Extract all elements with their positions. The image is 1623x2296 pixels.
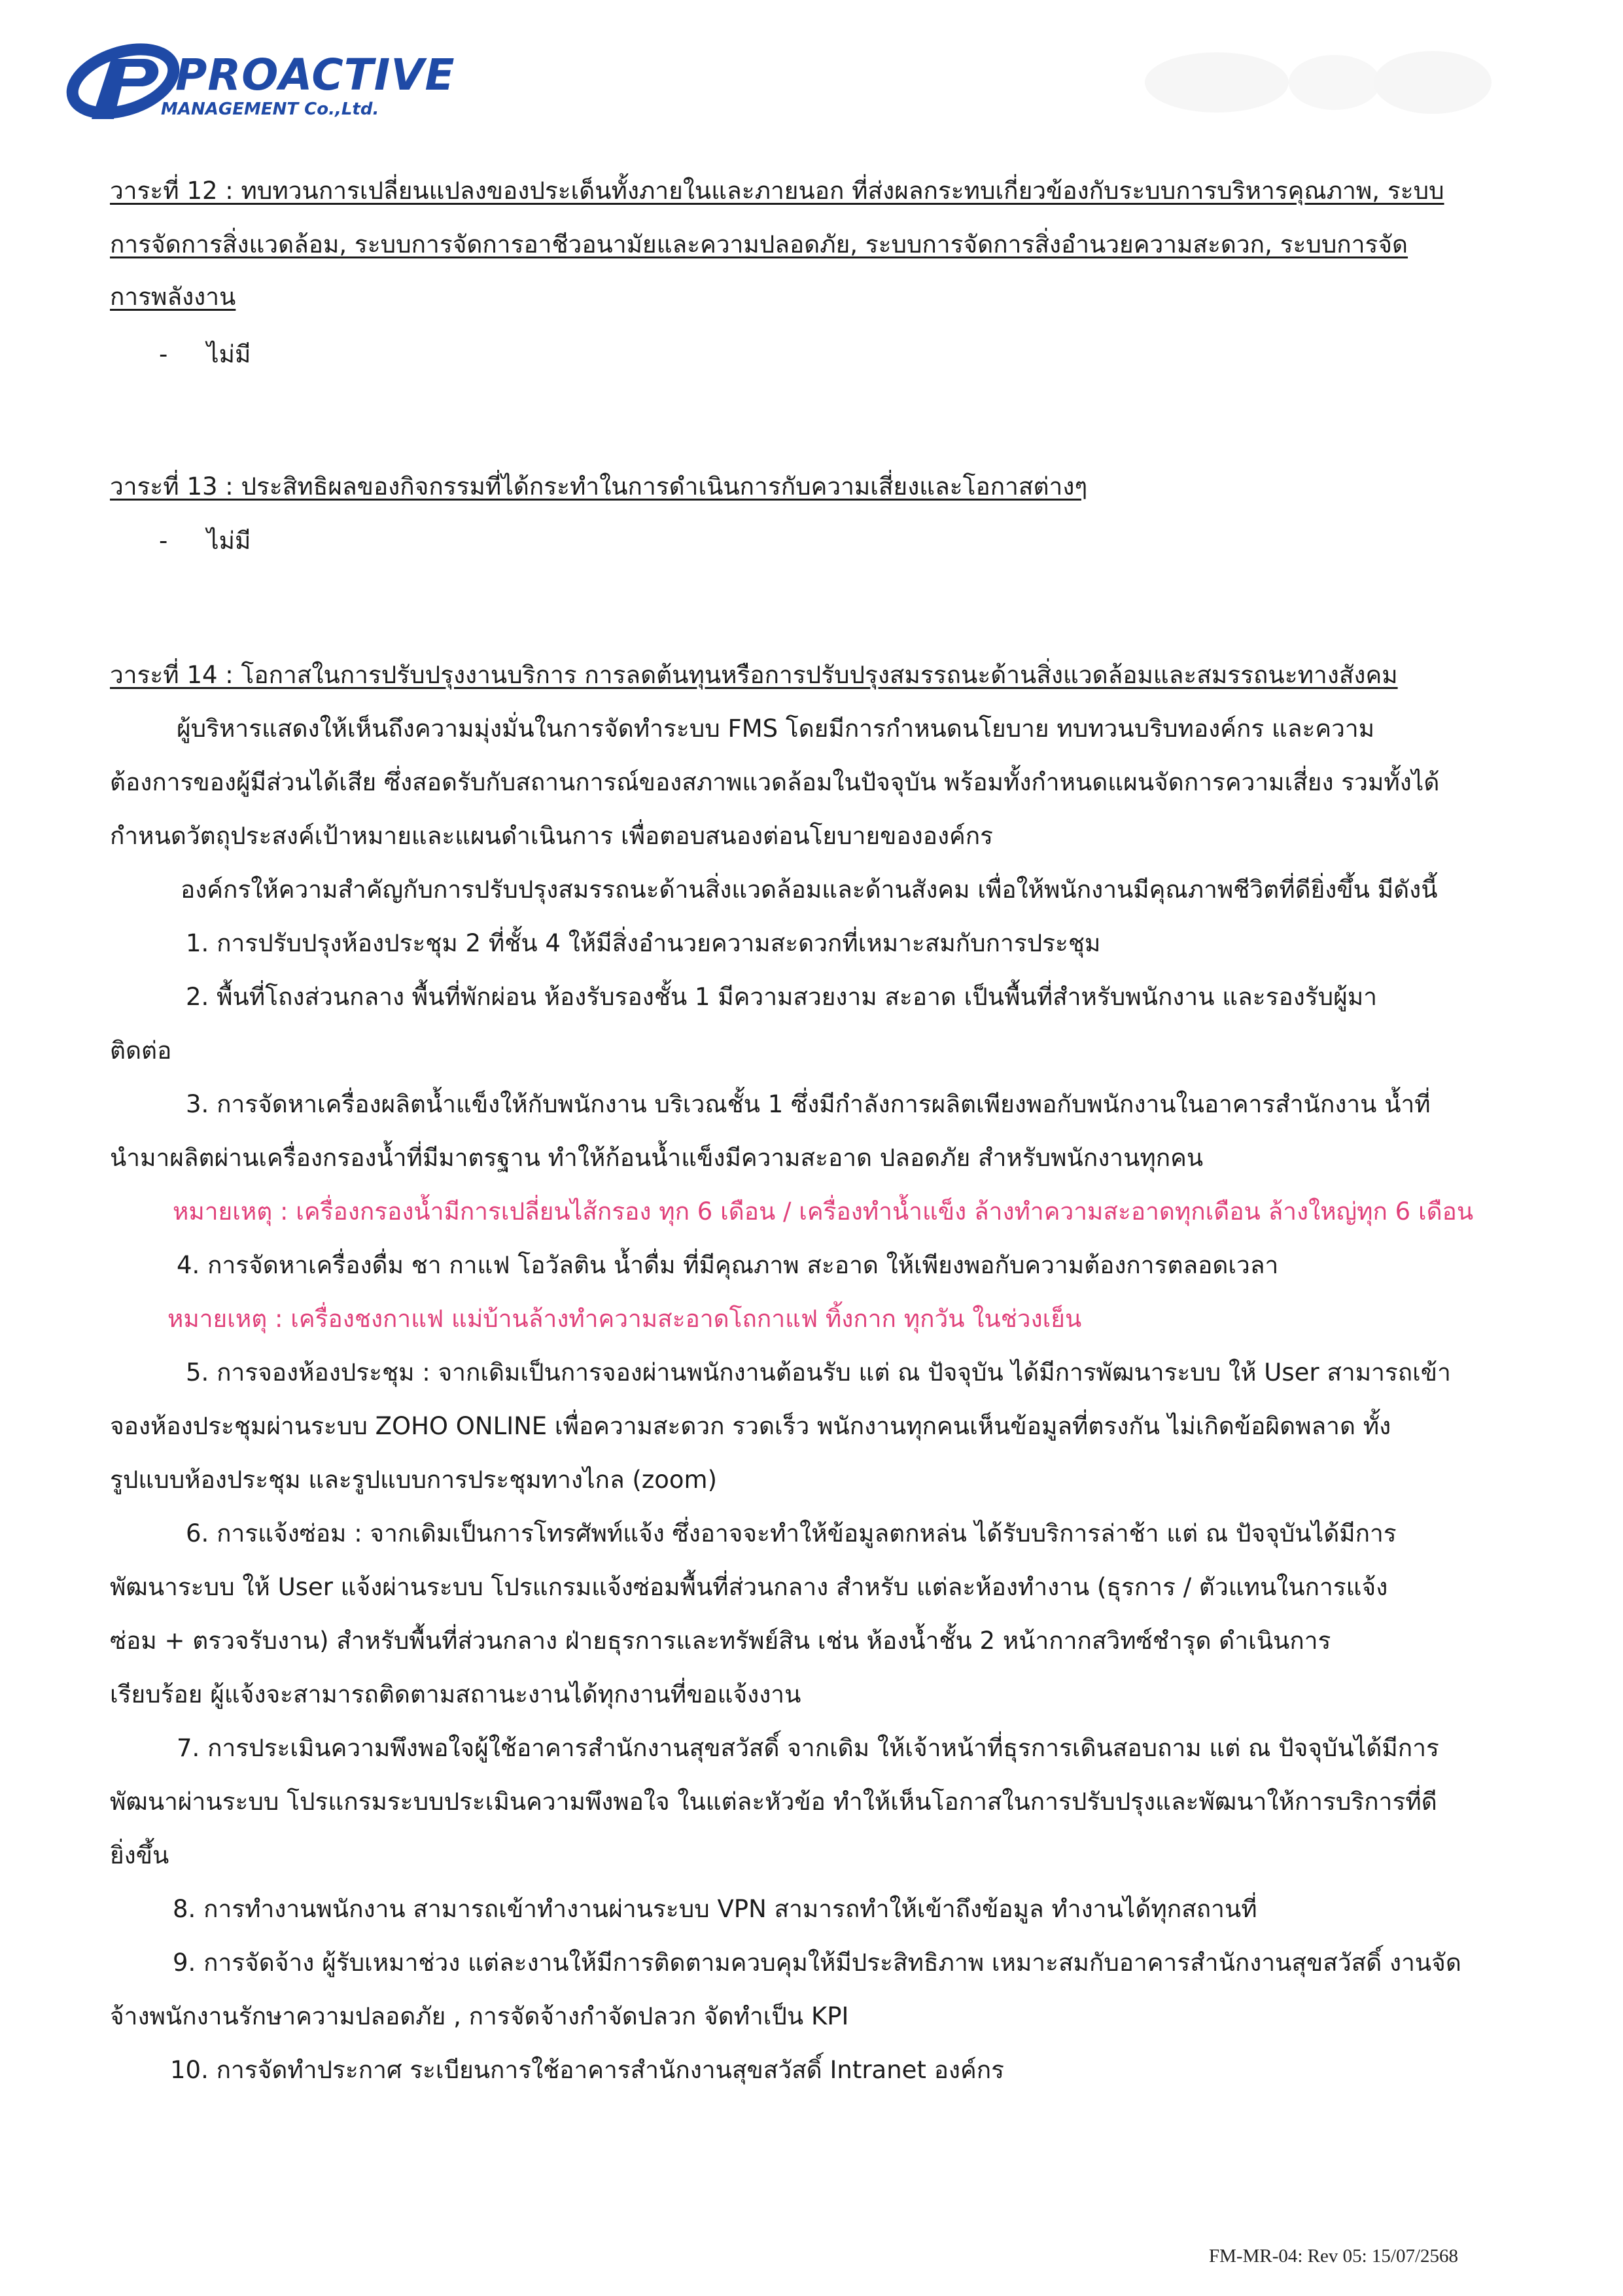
agenda-12-heading: วาระที่ 12 : ทบทวนการเปลี่ยนแปลงของประเด็นทั้งภายในและภายนอก ที่ส่งผลกระทบเกี่ยวข้องกับระบบการบริหารคุณภาพ, ระบบ	[110, 177, 1444, 205]
list-item-3: นำมาผลิตผ่านเครื่องกรองน้ำที่มีมาตรฐาน ทำให้ก้อนน้ำแข็งมีความสะอาด ปลอดภัย สำหรับพนักงานทุกคน	[110, 1144, 1204, 1172]
list-item-8: 8. การทำงานพนักงาน สามารถเข้าทำงานผ่านระบบ VPN สามารถทำให้เข้าถึงข้อมูล ทำงานได้ทุกสถานที่	[173, 1895, 1257, 1923]
company-logo	[65, 33, 455, 131]
note-item-3: หมายเหตุ : เครื่องกรองน้ำมีการเปลี่ยนไส้กรอง ทุก 6 เดือน / เครื่องทำน้ำแข็ง ล้างทำความสะอาดทุกเดือน ล้างใหญ่ทุก 6 เดือน	[173, 1197, 1474, 1226]
agenda-14-heading: วาระที่ 14 : โอกาสในการปรับปรุงงานบริการ การลดต้นทุนหรือการปรับปรุงสมรรถนะด้านสิ่งแวดล้อมและสมรรถนะทางสังคม	[110, 661, 1398, 689]
list-item-3: 3. การจัดหาเครื่องผลิตน้ำแข็งให้กับพนักงาน บริเวณชั้น 1 ซึ่งมีกำลังการผลิตเพียงพอกับพนักงานในอาคารสำนักงาน น้ำที่	[186, 1090, 1431, 1118]
paragraph-line: กำหนดวัตถุประสงค์เป้าหมายและแผนดำเนินการ เพื่อตอบสนองต่อนโยบายขององค์กร	[110, 822, 994, 850]
list-item-6: พัฒนาระบบ ให้ User แจ้งผ่านระบบ โปรแกรมแจ้งซ่อมพื้นที่ส่วนกลาง สำหรับ แต่ละห้องทำงาน (ธุรการ / ตัวแทนในการแจ้ง	[110, 1573, 1388, 1601]
paragraph-line: ต้องการของผู้มีส่วนได้เสีย ซึ่งสอดรับกับสถานการณ์ของสภาพแวดล้อมในปัจจุบัน พร้อมทั้งกำหนดแผนจัดการความเสี่ยง รวมทั้งได้	[110, 768, 1440, 796]
list-item-6: ซ่อม + ตรวจรับงาน) สำหรับพื้นที่ส่วนกลาง ฝ่ายธุรการและทรัพย์สิน เช่น ห้องน้ำชั้น 2 หน้ากากสวิทซ์ชำรุด ดำเนินการ	[110, 1627, 1331, 1655]
faint-watermark	[1138, 39, 1505, 124]
agenda-12-body: ไม่มี	[207, 340, 251, 368]
agenda-13-body: ไม่มี	[207, 527, 251, 555]
list-item-10: 10. การจัดทำประกาศ ระเบียนการใช้อาคารสำนักงานสุขสวัสดิ์ Intranet องค์กร	[170, 2056, 1005, 2084]
bullet-dash: -	[159, 527, 168, 555]
form-code-footer: FM-MR-04: Rev 05: 15/07/2568	[1209, 2246, 1459, 2267]
note-item-4: หมายเหตุ : เครื่องชงกาแฟ แม่บ้านล้างทำความสะอาดโถกาแฟ ทิ้งกาก ทุกวัน ในช่วงเย็น	[167, 1305, 1082, 1333]
list-item-6: 6. การแจ้งซ่อม : จากเดิมเป็นการโทรศัพท์แจ้ง ซึ่งอาจจะทำให้ข้อมูลตกหล่น ได้รับบริการล่าช้า แต่ ณ ปัจจุบันได้มีการ	[186, 1519, 1397, 1547]
list-item-9: จ้างพนักงานรักษาความปลอดภัย , การจัดจ้างกำจัดปลวก จัดทำเป็น KPI	[110, 2002, 849, 2030]
agenda-13-heading: วาระที่ 13 : ประสิทธิผลของกิจกรรมที่ได้กระทำในการดำเนินการกับความเสี่ยงและโอกาสต่างๆ	[110, 472, 1088, 501]
logo-subtext: MANAGEMENT Co.,Ltd.	[161, 99, 379, 119]
list-item-5: รูปแบบห้องประชุม และรูปแบบการประชุมทางไกล (zoom)	[110, 1466, 717, 1494]
logo-text: PROACTIVE	[175, 50, 455, 100]
list-item-4: 4. การจัดหาเครื่องดื่ม ชา กาแฟ โอวัลติน น้ำดื่ม ที่มีคุณภาพ สะอาด ให้เพียงพอกับความต้องการตลอดเวลา	[177, 1251, 1279, 1279]
list-item-2: ติดต่อ	[110, 1036, 172, 1065]
list-item-2: 2. พื้นที่โถงส่วนกลาง พื้นที่พักผ่อน ห้องรับรองชั้น 1 มีความสวยงาม สะอาด เป็นพื้นที่สำหรับพนักงาน และรองรับผู้มา	[186, 983, 1378, 1011]
list-item-7: ยิ่งขึ้น	[110, 1841, 169, 1869]
list-item-9: 9. การจัดจ้าง ผู้รับเหมาช่วง แต่ละงานให้มีการติดตามควบคุมให้มีประสิทธิภาพ เหมาะสมกับอาคารสำนักงานสุขสวัสดิ์ งานจัด	[173, 1949, 1461, 1977]
list-item-1: 1. การปรับปรุงห้องประชุม 2 ที่ชั้น 4 ให้มีสิ่งอำนวยความสะดวกที่เหมาะสมกับการประชุม	[186, 929, 1101, 957]
list-item-6: เรียบร้อย ผู้แจ้งจะสามารถติดตามสถานะงานได้ทุกงานที่ขอแจ้งงาน	[110, 1680, 801, 1708]
agenda-12-heading: การจัดการสิ่งแวดล้อม, ระบบการจัดการอาชีวอนามัยและความปลอดภัย, ระบบการจัดการสิ่งอำนวยความสะดวก, ระบบการจัด	[110, 230, 1408, 258]
agenda-12-heading: การพลังงาน	[110, 283, 236, 311]
paragraph-line: ผู้บริหารแสดงให้เห็นถึงความมุ่งมั่นในการจัดทำระบบ FMS โดยมีการกำหนดนโยบาย ทบทวนบริบทองค์กร และความ	[177, 715, 1375, 743]
list-item-5: 5. การจองห้องประชุม : จากเดิมเป็นการจองผ่านพนักงานต้อนรับ แต่ ณ ปัจจุบัน ได้มีการพัฒนาระบบ ให้ User สามารถเข้า	[186, 1358, 1451, 1386]
list-item-7: 7. การประเมินความพึงพอใจผู้ใช้อาคารสำนักงานสุขสวัสดิ์ จากเดิม ให้เจ้าหน้าที่ธุรการเดินสอบถาม แต่ ณ ปัจจุบันได้มีการ	[177, 1734, 1439, 1762]
paragraph-line: องค์กรให้ความสำคัญกับการปรับปรุงสมรรถนะด้านสิ่งแวดล้อมและด้านสังคม เพื่อให้พนักงานมีคุณภาพชีวิตที่ดียิ่งขึ้น มีดังนี้	[181, 875, 1438, 904]
list-item-7: พัฒนาผ่านระบบ โปรแกรมระบบประเมินความพึงพอใจ ในแต่ละหัวข้อ ทำให้เห็นโอกาสในการปรับปรุงและพัฒนาให้การบริการที่ดี	[110, 1788, 1437, 1816]
list-item-5: จองห้องประชุมผ่านระบบ ZOHO ONLINE เพื่อความสะดวก รวดเร็ว พนักงานทุกคนเห็นข้อมูลที่ตรงกัน ไม่เกิดข้อผิดพลาด ทั้ง	[110, 1412, 1391, 1440]
bullet-dash: -	[159, 340, 168, 368]
